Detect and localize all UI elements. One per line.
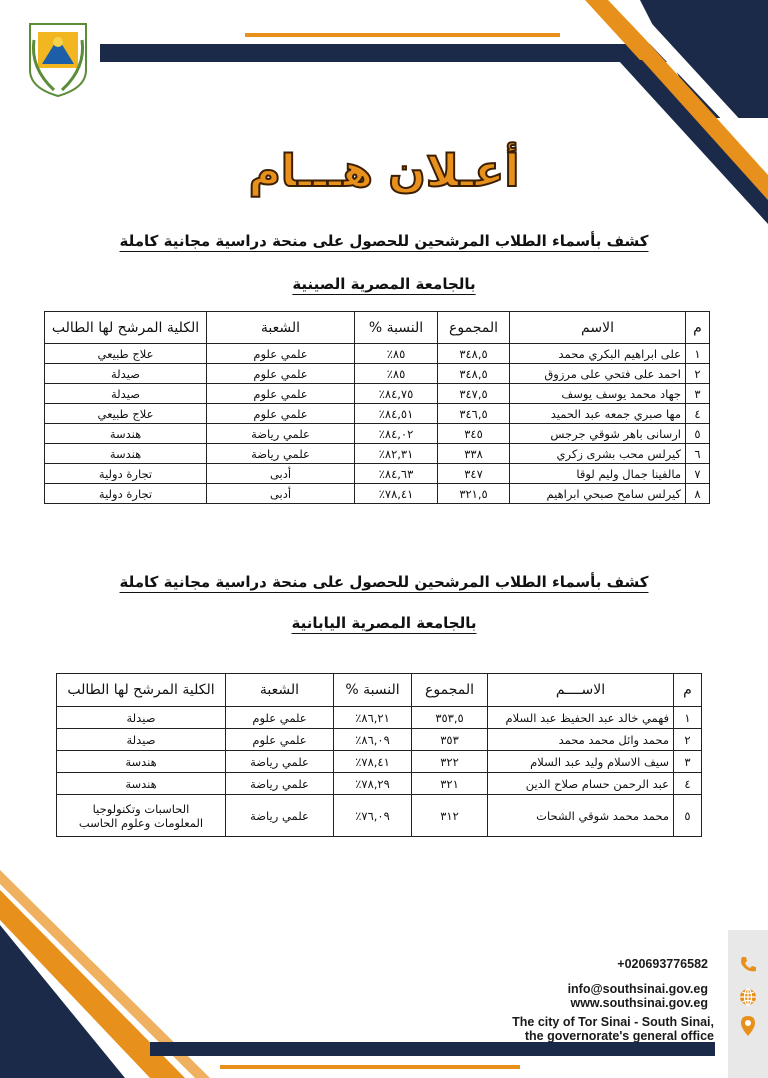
- row-branch: أدبى: [207, 484, 355, 504]
- row-num: ٣: [674, 751, 702, 773]
- row-total: ٣٤٦,٥: [438, 404, 510, 424]
- table-row: [45, 484, 710, 504]
- row-num: ١: [686, 344, 710, 364]
- row-branch: علمي رياضة: [226, 795, 334, 837]
- row-name: فهمي خالد عبد الحفيظ عبد السلام: [488, 707, 674, 729]
- row-name: محمد وائل محمد محمد: [488, 729, 674, 751]
- col-branch: الشعبة: [207, 312, 355, 344]
- row-percent: ٨٤,٧٥٪: [355, 384, 438, 404]
- row-faculty: تجارة دولية: [45, 464, 207, 484]
- row-num: ٥: [674, 795, 702, 837]
- col-faculty: الكلية المرشح لها الطالب: [57, 674, 226, 707]
- row-percent: ٧٨,٢٩٪: [334, 773, 412, 795]
- col-total: المجموع: [438, 312, 510, 344]
- row-faculty: صيدلة: [57, 707, 226, 729]
- row-num: ٣: [686, 384, 710, 404]
- row-name: مالفينا جمال وليم لوقا: [510, 464, 686, 484]
- row-branch: علمي رياضة: [207, 444, 355, 464]
- table-row: [57, 729, 702, 751]
- row-percent: ٨٦,٠٩٪: [334, 729, 412, 751]
- section2-table: [56, 673, 702, 837]
- col-branch: الشعبة: [226, 674, 334, 707]
- table-header-row: [45, 312, 710, 344]
- row-name: محمد محمد شوقي الشحات: [488, 795, 674, 837]
- col-num: م: [674, 674, 702, 707]
- row-total: ٣٢٢: [412, 751, 488, 773]
- row-total: ٣٤٨,٥: [438, 344, 510, 364]
- row-name: كيرلس محب بشرى زكري: [510, 444, 686, 464]
- row-total: ٣٤٨,٥: [438, 364, 510, 384]
- row-name: احمد على فتحي على مرزوق: [510, 364, 686, 384]
- row-faculty: هندسة: [45, 424, 207, 444]
- row-branch: علمي علوم: [207, 344, 355, 364]
- row-name: على ابراهيم البكري محمد: [510, 344, 686, 364]
- governorate-logo: [24, 18, 92, 98]
- row-num: ٢: [686, 364, 710, 384]
- row-percent: ٨٤,٠٢٪: [355, 424, 438, 444]
- row-total: ٣١٢: [412, 795, 488, 837]
- contact-phone: +020693776582: [617, 957, 708, 971]
- row-num: ١: [674, 707, 702, 729]
- row-total: ٣٤٧: [438, 464, 510, 484]
- table-row: [57, 773, 702, 795]
- row-percent: ٨٦,٢١٪: [334, 707, 412, 729]
- row-percent: ٨٥٪: [355, 344, 438, 364]
- phone-icon: [738, 955, 758, 975]
- col-total: المجموع: [412, 674, 488, 707]
- row-total: ٣٢١: [412, 773, 488, 795]
- col-num: م: [686, 312, 710, 344]
- row-total: ٣٣٨: [438, 444, 510, 464]
- row-faculty: تجارة دولية: [45, 484, 207, 504]
- globe-icon: [738, 987, 758, 1007]
- row-name: عبد الرحمن حسام صلاح الدين: [488, 773, 674, 795]
- row-branch: علمي علوم: [207, 404, 355, 424]
- row-name: ارسانى باهر شوقي جرجس: [510, 424, 686, 444]
- row-faculty: علاج طبيعي: [45, 344, 207, 364]
- row-num: ٤: [674, 773, 702, 795]
- section1-table: [44, 311, 710, 504]
- row-num: ٢: [674, 729, 702, 751]
- col-percent: النسبة %: [355, 312, 438, 344]
- section2-title: كشف بأسماء الطلاب المرشحين للحصول على منحة دراسية مجانية كاملة: [119, 573, 649, 591]
- row-branch: علمي علوم: [226, 707, 334, 729]
- col-name: الاســــم: [488, 674, 674, 707]
- row-branch: علمي علوم: [226, 729, 334, 751]
- section1-title: كشف بأسماء الطلاب المرشحين للحصول على منحة دراسية مجانية كاملة: [119, 232, 649, 250]
- row-faculty: صيدلة: [45, 364, 207, 384]
- section1-university: بالجامعة المصرية الصينية: [292, 275, 476, 293]
- table-row: [45, 364, 710, 384]
- row-branch: علمي رياضة: [226, 773, 334, 795]
- faculty-line: الحاسبات وتكنولوجيا: [92, 801, 190, 816]
- row-faculty: صيدلة: [45, 384, 207, 404]
- table-row: [45, 444, 710, 464]
- row-total: ٣٢١,٥: [438, 484, 510, 504]
- row-num: ٤: [686, 404, 710, 424]
- row-total: ٣٤٧,٥: [438, 384, 510, 404]
- row-total: ٣٤٥: [438, 424, 510, 444]
- row-branch: أدبى: [207, 464, 355, 484]
- contact-website: www.southsinai.gov.eg: [570, 996, 708, 1010]
- row-faculty: علاج طبيعي: [45, 404, 207, 424]
- row-percent: ٨٢,٣١٪: [355, 444, 438, 464]
- row-name: جهاد محمد يوسف يوسف: [510, 384, 686, 404]
- table-row: [45, 464, 710, 484]
- row-faculty: هندسة: [45, 444, 207, 464]
- row-branch: علمي رياضة: [226, 751, 334, 773]
- row-faculty: هندسة: [57, 773, 226, 795]
- table-row: [45, 384, 710, 404]
- row-branch: علمي رياضة: [207, 424, 355, 444]
- location-pin-icon: [738, 1015, 758, 1035]
- row-name: كيرلس سامح صبحي ابراهيم: [510, 484, 686, 504]
- faculty-line: المعلومات وعلوم الحاسب: [78, 815, 204, 830]
- table-row: [57, 751, 702, 773]
- table-row: [45, 404, 710, 424]
- row-percent: ٨٤,٥١٪: [355, 404, 438, 424]
- row-percent: ٨٤,٦٣٪: [355, 464, 438, 484]
- row-num: ٦: [686, 444, 710, 464]
- contact-address-line1: The city of Tor Sinai - South Sinai,: [512, 1015, 714, 1029]
- row-name: سيف الاسلام وليد عبد السلام: [488, 751, 674, 773]
- row-percent: ٧٦,٠٩٪: [334, 795, 412, 837]
- table-row: [57, 707, 702, 729]
- announcement-headline: أعـلان هـــام: [248, 146, 520, 197]
- row-percent: ٧٨,٤١٪: [334, 751, 412, 773]
- row-percent: ٨٥٪: [355, 364, 438, 384]
- row-branch: علمي علوم: [207, 364, 355, 384]
- table-row: [45, 344, 710, 364]
- row-faculty: صيدلة: [57, 729, 226, 751]
- row-num: ٧: [686, 464, 710, 484]
- col-name: الاسم: [510, 312, 686, 344]
- col-faculty: الكلية المرشح لها الطالب: [45, 312, 207, 344]
- row-faculty: [57, 795, 226, 837]
- row-branch: علمي علوم: [207, 384, 355, 404]
- row-faculty: هندسة: [57, 751, 226, 773]
- row-name: مها صبري جمعه عبد الحميد: [510, 404, 686, 424]
- footer-decoration: [0, 870, 768, 1078]
- row-total: ٣٥٣,٥: [412, 707, 488, 729]
- section2-university: بالجامعة المصرية اليابانية: [291, 614, 477, 632]
- row-num: ٥: [686, 424, 710, 444]
- table-row: [57, 795, 702, 837]
- contact-address-line2: the governorate's general office: [524, 1029, 714, 1043]
- row-percent: ٧٨,٤١٪: [355, 484, 438, 504]
- row-total: ٣٥٣: [412, 729, 488, 751]
- contact-email: info@southsinai.gov.eg: [567, 982, 708, 996]
- col-percent: النسبة %: [334, 674, 412, 707]
- table-header-row: [57, 674, 702, 707]
- row-num: ٨: [686, 484, 710, 504]
- table-row: [45, 424, 710, 444]
